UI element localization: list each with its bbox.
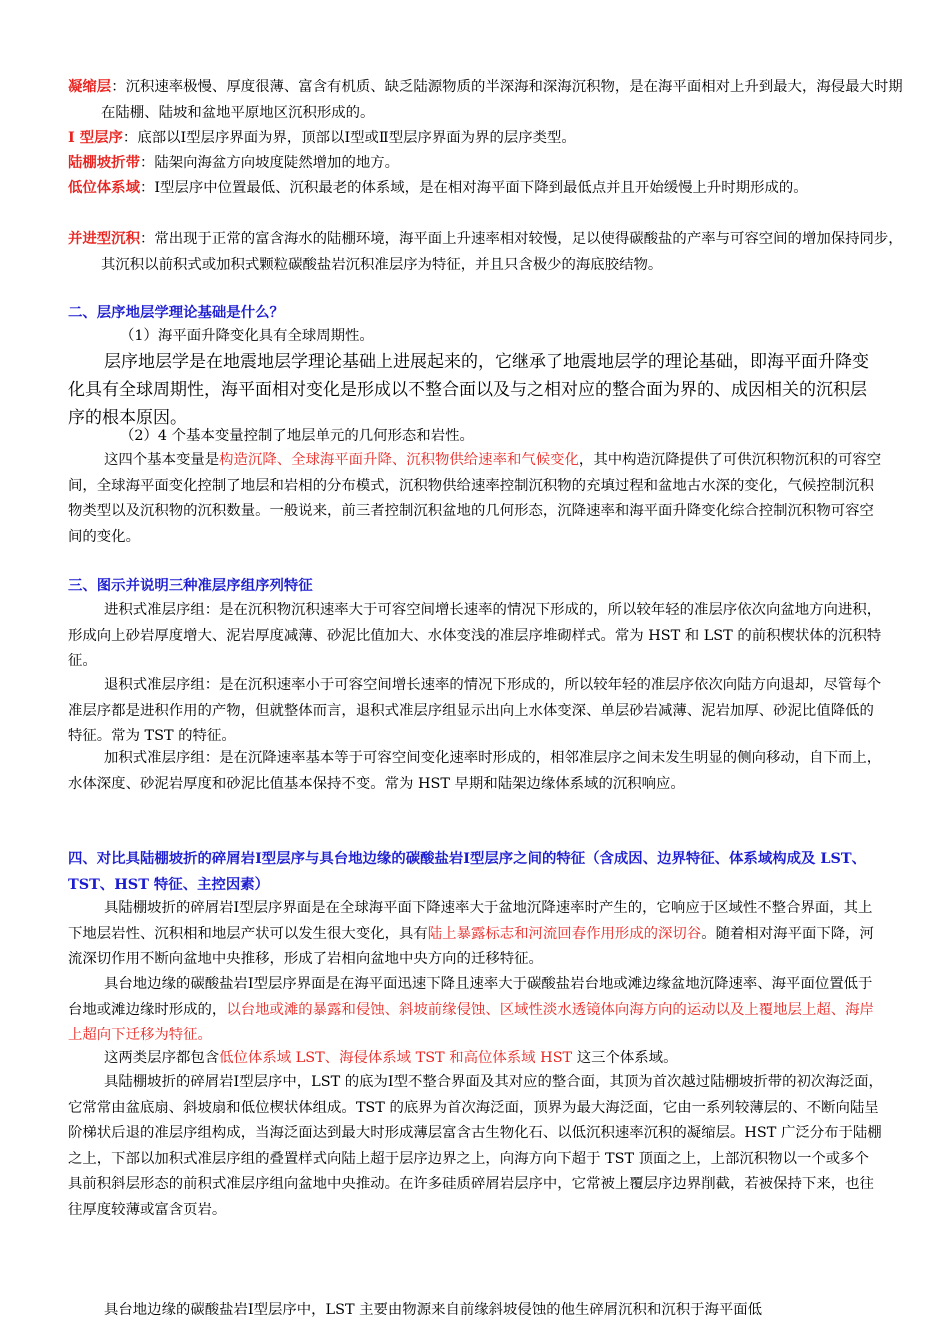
section3-retrogradational: 退积式准层序组：是在沉积速率小于可容空间增长速率的情况下形成的，所以较年轻的准层序依次向陆方向退却，尽管每个准层序都是进积作用的产物，但就整体而言，退积式准层序组显示出向上水体变深、单层砂岩减薄、泥岩加厚、砂泥比值降低的特征。常为 TST 的特征。 <box>68 677 882 744</box>
section-heading-3: 三、图示并说明三种准层序组序列特征 <box>68 577 313 594</box>
definition-keep-up-deposition <box>68 226 916 278</box>
section4-carbonate-boundary <box>68 972 883 1049</box>
paragraph-text: 。随着相对海平面下降，河流深切作用不断向盆地中央推移，形成了岩相向盆地中央方向的迁移特征。 <box>68 925 874 967</box>
definition-type1-sequence <box>68 125 916 152</box>
section3-progradational: 进积式准层序组：是在沉积物沉积速率大于可容空间增长速率的情况下形成的，所以较年轻的准层序依次向盆地方向进积，形成向上砂岩厚度增大、泥岩厚度减薄、砂泥比值加大、水体变浅的准层序堆砌样式。常为 HST 和 LST 的前积楔状体的沉积特征。 <box>68 602 882 669</box>
definition-text: ：陆架向海盆方向坡度陡然增加的地方。 <box>139 155 400 171</box>
paragraph-text: ，其中构造沉降提供了可供沉积物沉积的可容空间，全球海平面变化控制了地层和岩相的分布模式，沉积物供给速率控制沉积物的充填过程和盆地古水深的变化，气候控制沉积物类型以及沉积物的沉积数量。一般说来，前三者控制沉积盆地的几何形态，沉降速率和海平面升降变化综合控制沉积物可容空间的变化。 <box>68 452 882 545</box>
definition-text: ：常出现于正常的富含海水的陆棚环境，海平面上升速率相对较慢，足以使得碳酸盐的产率与可容空间的增加保持同步，其沉积以前积式或加积式颗粒碳酸盐岩沉积准层序为特征，并且只含极少的海底胶结物。 <box>101 231 903 273</box>
section4-clastic-tracts: 具陆棚坡折的碎屑岩Ⅰ型层序中，LST 的底为Ⅰ型不整合界面及其对应的整合面，其顶为首次越过陆棚坡折带的初次海泛面，它常常由盆底扇、斜坡扇和低位楔状体组成。TST 的底界为首次海泛面，顶界为最大海泛面，它由一系列较薄层的、不断向陆呈阶梯状后退的准层序组构成，当海泛面达到最大时形成薄层富含古生物化石、以低沉积速率沉积的凝缩层。HST 广泛分布于陆棚之上，下部以加积式准层序组的叠置样式向陆上超于层序边界之上，向海方向下超于 TST 顶面之上，上部沉积物以一个或多个具前积斜层形态的前积式准层序组向盆地中央推动。在许多硅质碎屑岩层序中，它常被上覆层序边界削截，若被保持下来，也往往厚度较薄或富含页岩。 <box>68 1074 883 1218</box>
definition-shelf-break <box>68 150 916 177</box>
term-label: 凝缩层 <box>68 78 112 95</box>
definition-condensed-section <box>68 74 916 126</box>
highlighted-text: 构造沉降、全球海平面升降、沉积物供给速率和气候变化 <box>219 452 579 468</box>
paragraph-text: 这三个体系域。 <box>572 1050 678 1066</box>
section2-paragraph-1: 层序地层学是在地震地层学理论基础上进展起来的，它继承了地震地层学的理论基础，即海平面升降变化具有全球周期性，海平面相对变化是形成以不整合面以及与之相对应的整合面为界的、成因相关的沉积层序的根本原因。 <box>68 352 869 428</box>
term-label: 并进型沉积 <box>68 230 140 247</box>
section-heading-4: 四、对比具陆棚坡折的碎屑岩Ⅰ型层序与具台地边缘的碳酸盐岩Ⅰ型层序之间的特征（含成因、边界特征、体系域构成及 LST、TST、HST 特征、主控因素） <box>68 850 867 893</box>
term-label: Ⅰ 型层序 <box>68 129 123 146</box>
term-label: 陆棚坡折带 <box>68 154 140 171</box>
section4-systems-tracts <box>68 1046 883 1072</box>
highlighted-text: 低位体系域 LST、海侵体系域 TST 和高位体系域 HST <box>219 1050 573 1066</box>
definition-lowstand-tract <box>68 175 916 202</box>
section4-carbonate-tracts: 具台地边缘的碳酸盐岩Ⅰ型层序中，LST 主要由物源来自前缘斜坡侵蚀的他生碎屑沉积和沉积于海平面低 <box>104 1302 763 1318</box>
highlighted-text: 陆上暴露标志和河流回春作用形成的深切谷 <box>427 925 702 942</box>
section2-paragraph-2 <box>68 448 883 550</box>
paragraph-text: 这四个基本变量是 <box>104 452 220 468</box>
highlighted-text: 以台地或滩的暴露和侵蚀、斜坡前缘侵蚀、区域性淡水透镜体向海方向的运动以及上覆地层上超、海岸上超向下迁移为特征。 <box>68 1001 874 1043</box>
paragraph-text: 具陆棚坡折的碎屑岩Ⅰ型层序界面是在全球海平面下降速率大于盆地沉降速率时产生的，它响应于区域性不整合界面，其上下地层岩性、沉积相和地层产状可以发生很大变化，具有 <box>68 900 873 942</box>
paragraph-text: 具台地边缘的碳酸盐岩Ⅰ型层序界面是在海平面迅速下降且速率大于碳酸盐岩台地或滩边缘盆地沉降速率、海平面位置低于台地或滩边缘时形成的， <box>68 976 873 1018</box>
definition-text: ：Ⅰ型层序中位置最低、沉积最老的体系域，是在相对海平面下降到最低点并且开始缓慢上升时期形成的。 <box>139 180 808 196</box>
section4-clastic-boundary <box>68 896 883 973</box>
section2-point-2: （2）4 个基本变量控制了地层单元的几何形态和岩性。 <box>120 428 474 444</box>
section-heading-2: 二、层序地层学理论基础是什么？ <box>68 304 284 321</box>
section3-aggradational: 加积式准层序组：是在沉降速率基本等于可容空间变化速率时形成的，相邻准层序之间未发生明显的侧向移动，自下而上，水体深度、砂泥岩厚度和砂泥比值基本保持不变。常为 HST 早期和陆架边缘体系域的沉积响应。 <box>68 750 882 792</box>
definition-text: ：沉积速率极慢、厚度很薄、富含有机质、缺乏陆源物质的半深海和深海沉积物，是在海平面相对上升到最大，海侵最大时期在陆棚、陆坡和盆地平原地区沉积形成的。 <box>101 79 903 121</box>
paragraph-text: 这两类层序都包含 <box>104 1050 220 1066</box>
section2-point-1: （1）海平面升降变化具有全球周期性。 <box>120 328 374 344</box>
definition-text: ：底部以Ⅰ型层序界面为界，顶部以Ⅰ型或Ⅱ型层序界面为界的层序类型。 <box>122 130 576 146</box>
term-label: 低位体系域 <box>68 179 140 196</box>
